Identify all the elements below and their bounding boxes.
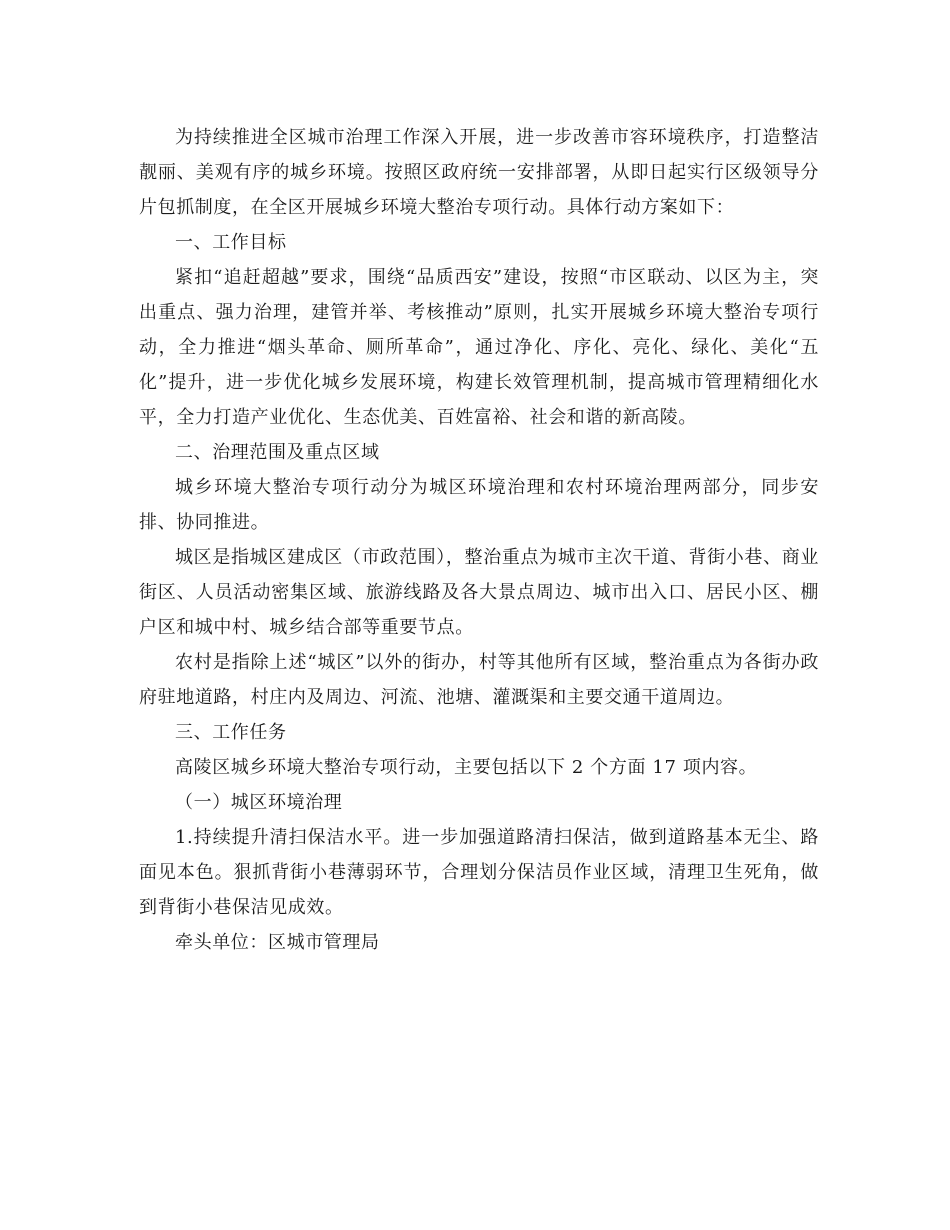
tasks-summary-paragraph: 高陵区城乡环境大整治专项行动，主要包括以下 2 个方面 17 项内容。 bbox=[175, 757, 758, 778]
section-heading-goals: 一、工作目标 bbox=[175, 232, 287, 253]
rural-area-paragraph: 农村是指除上述“城区”以外的街办，村等其他所有区域，整治重点为各街办政府驻地道路，村庄内及周边、河流、池塘、灌溉渠和主要交通干道周边。 bbox=[139, 652, 819, 708]
scope-paragraph: 城乡环境大整治专项行动分为城区环境治理和农村环境治理两部分，同步安排、协同推进。 bbox=[139, 477, 819, 533]
subsection-heading-urban: （一）城区环境治理 bbox=[175, 792, 343, 813]
section-heading-scope: 二、治理范围及重点区域 bbox=[175, 442, 380, 463]
document-body bbox=[139, 120, 819, 960]
intro-paragraph: 为持续推进全区城市治理工作深入开展，进一步改善市容环境秩序，打造整洁靓丽、美观有序的城乡环境。按照区政府统一安排部署，从即日起实行区级领导分片包抓制度，在全区开展城乡环境大整治专项行动。具体行动方案如下： bbox=[139, 127, 819, 218]
lead-unit-line: 牵头单位：区城市管理局 bbox=[175, 932, 380, 953]
goals-paragraph: 紧扣“追赶超越”要求，围绕“品质西安”建设，按照“市区联动、以区为主，突出重点、强力治理，建管并举、考核推动”原则，扎实开展城乡环境大整治专项行动，全力推进“烟头革命、厕所革命”，通过净化、序化、亮化、绿化、美化“五化”提升，进一步优化城乡发展环境，构建长效管理机制，提高城市管理精细化水平，全力打造产业优化、生态优美、百姓富裕、社会和谐的新高陵。 bbox=[139, 267, 819, 428]
urban-area-paragraph: 城区是指城区建成区（市政范围），整治重点为城市主次干道、背街小巷、商业街区、人员活动密集区域、旅游线路及各大景点周边、城市出入口、居民小区、棚户区和城中村、城乡结合部等重要节点。 bbox=[139, 547, 819, 638]
task-1-paragraph: 1.持续提升清扫保洁水平。进一步加强道路清扫保洁，做到道路基本无尘、路面见本色。狠抓背街小巷薄弱环节，合理划分保洁员作业区域，清理卫生死角，做到背街小巷保洁见成效。 bbox=[139, 827, 819, 918]
section-heading-tasks: 三、工作任务 bbox=[175, 722, 287, 743]
